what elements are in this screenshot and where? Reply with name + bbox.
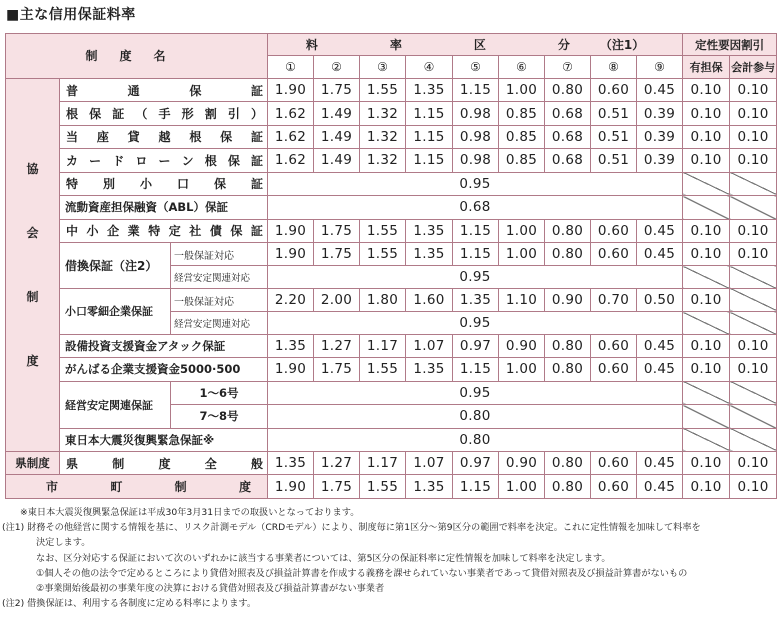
label-char: 保 — [189, 83, 202, 98]
label-char: 小 — [140, 177, 153, 192]
diagonal-empty-cell — [683, 428, 730, 451]
label-chusho — [60, 219, 268, 242]
rate-cell: 1.90 — [268, 78, 314, 101]
diagonal-empty-cell — [730, 288, 777, 311]
rate-koguchi-keiei: 0.95 — [268, 312, 683, 334]
note-1-item-2: ②事業開始後最初の事業年度の決算における貸借対照表及び損益計算書がない事業者 — [36, 583, 385, 595]
label-nehosho — [60, 102, 268, 125]
rate-cell: 1.75 — [314, 475, 360, 499]
diagonal-empty-cell — [683, 381, 730, 404]
rate-cell: 1.15 — [453, 475, 499, 499]
rate-cell: 1.75 — [314, 78, 360, 101]
rate-cell: 0.80 — [545, 475, 591, 499]
rate-cell: 1.32 — [360, 102, 406, 125]
rate-cell: 0.60 — [591, 358, 637, 381]
diagonal-empty-cell — [730, 381, 777, 404]
category-header: ⑧ — [591, 56, 637, 78]
diagonal-empty-cell — [730, 405, 777, 428]
rate-cell: 0.85 — [499, 102, 545, 125]
rate-cell: 0.70 — [591, 288, 637, 311]
note-1-item-1: ①個人その他の法令で定めるところにより貸借対照表及び損益計算書を作成する義務を課せられていない事業者であって貸借対照表及び損益計算書がないもの — [36, 567, 688, 579]
rate-cell: 1.27 — [314, 452, 360, 475]
rate-cell: 1.35 — [406, 475, 453, 499]
discount-cell: 0.10 — [683, 243, 730, 266]
group-shi — [6, 475, 268, 499]
note-1-additional: なお、区分対応する保証において次のいずれかに該当する事業者については、第5区分の保証料率に定性情報を加味して料率を決定します。 — [36, 552, 611, 564]
label-char: 保 — [214, 177, 227, 192]
label-char: 手 — [158, 107, 171, 122]
sub-karikae-keiei: 経営安定関連対応 — [171, 266, 268, 288]
rate-cell: 0.39 — [637, 102, 683, 125]
discount-cell: 0.10 — [730, 102, 777, 125]
rate-cell: 1.35 — [268, 452, 314, 475]
rate-cell: 0.98 — [453, 149, 499, 172]
group-ken: 県制度 — [6, 452, 60, 475]
label-char: 特 — [66, 177, 79, 192]
diagonal-empty-cell — [730, 428, 777, 451]
rate-cell: 0.51 — [591, 149, 637, 172]
rate-keiei-7-8: 0.80 — [268, 405, 683, 428]
rate-cell: 1.49 — [314, 102, 360, 125]
rate-cell: 0.80 — [545, 452, 591, 475]
label-char: 債 — [209, 224, 222, 239]
rate-cell: 1.55 — [360, 78, 406, 101]
label-char: 保 — [227, 153, 240, 168]
discount-header: 会計参与 — [730, 56, 777, 78]
category-header: ⑨ — [637, 56, 683, 78]
rate-cell: 0.51 — [591, 102, 637, 125]
rate-karikae-keiei: 0.95 — [268, 266, 683, 288]
rate-cell: 0.50 — [637, 288, 683, 311]
rate-cell: 1.15 — [453, 219, 499, 242]
label-ganbaru: がんばる企業支援資金5000·500 — [60, 358, 268, 381]
label-char: 貸 — [127, 130, 140, 145]
discount-cell: 0.10 — [730, 452, 777, 475]
rate-cell: 1.75 — [314, 243, 360, 266]
label-char: 根 — [204, 153, 217, 168]
diagonal-empty-cell — [683, 405, 730, 428]
rate-cell: 0.80 — [545, 219, 591, 242]
label-char: ） — [251, 107, 264, 122]
rate-cell: 0.98 — [453, 102, 499, 125]
label-karikae: 借換保証（注2） — [60, 243, 171, 289]
rate-cell: 0.80 — [545, 243, 591, 266]
label-char: 特 — [148, 224, 161, 239]
category-header: ⑥ — [499, 56, 545, 78]
label-char: 証 — [251, 153, 264, 168]
group-kyokai: 協 会 制 度 — [6, 78, 60, 451]
label-char: 県 — [66, 456, 79, 471]
rate-cell: 0.60 — [591, 452, 637, 475]
label-char: 般 — [251, 456, 264, 471]
diagonal-empty-cell — [730, 266, 777, 288]
discount-cell: 0.10 — [730, 334, 777, 357]
diagonal-empty-cell — [683, 172, 730, 195]
header-system-name: 制度名 — [6, 34, 268, 79]
diagonal-empty-cell — [683, 196, 730, 219]
rate-cell: 0.85 — [499, 149, 545, 172]
diagonal-empty-cell — [730, 172, 777, 195]
rate-cell: 1.55 — [360, 219, 406, 242]
rate-cell: 1.49 — [314, 125, 360, 148]
rate-cell: 1.90 — [268, 358, 314, 381]
label-char: 町 — [110, 480, 123, 495]
rate-cell: 1.55 — [360, 358, 406, 381]
category-header: ⑦ — [545, 56, 591, 78]
label-tokubetsu — [60, 172, 268, 195]
category-header: ② — [314, 56, 360, 78]
sub-koguchi-general: 一般保証対応 — [171, 288, 268, 311]
label-char: ー — [158, 153, 171, 168]
rate-cell: 1.35 — [406, 78, 453, 101]
category-header: ① — [268, 56, 314, 78]
rate-cell: 1.35 — [406, 358, 453, 381]
label-higashi: 東日本大震災復興緊急保証※ — [60, 428, 268, 451]
rate-cell: 0.68 — [545, 125, 591, 148]
sub-koguchi-keiei: 経営安定関連対応 — [171, 312, 268, 334]
rate-cell: 0.60 — [591, 78, 637, 101]
rate-keiei-1-6: 0.95 — [268, 381, 683, 404]
note-higashi: ※東日本大震災復興緊急保証は平成30年3月31日までの取扱いとなっております。 — [20, 507, 360, 518]
rate-cell: 1.17 — [360, 452, 406, 475]
rate-cell: 1.49 — [314, 149, 360, 172]
rate-cell: 1.15 — [406, 125, 453, 148]
rate-cell: 0.45 — [637, 219, 683, 242]
discount-cell: 0.10 — [683, 452, 730, 475]
rate-cell: 0.51 — [591, 125, 637, 148]
rate-cell: 0.80 — [545, 358, 591, 381]
label-char: 保 — [220, 130, 233, 145]
discount-header: 有担保 — [683, 56, 730, 78]
sub-keiei-1-6: 1～6号 — [171, 381, 268, 404]
rate-cell: 1.00 — [499, 243, 545, 266]
rate-tokubetsu: 0.95 — [268, 172, 683, 195]
rate-cell: 1.27 — [314, 334, 360, 357]
discount-cell: 0.10 — [683, 125, 730, 148]
label-char: 中 — [66, 224, 79, 239]
rate-cell: 0.80 — [545, 334, 591, 357]
rate-cell: 1.00 — [499, 358, 545, 381]
rate-higashi: 0.80 — [268, 428, 683, 451]
rate-cell: 0.60 — [591, 243, 637, 266]
label-char: 制 — [174, 480, 187, 495]
rate-cell: 0.60 — [591, 219, 637, 242]
label-char: 割 — [204, 107, 217, 122]
label-char: 証 — [250, 224, 263, 239]
rate-cell: 1.07 — [406, 334, 453, 357]
label-char: 保 — [89, 107, 102, 122]
rate-cell: 1.35 — [406, 243, 453, 266]
diagonal-empty-cell — [683, 312, 730, 334]
rate-cell: 1.60 — [406, 288, 453, 311]
rate-cell: 1.62 — [268, 102, 314, 125]
rate-cell: 1.00 — [499, 475, 545, 499]
rate-cell: 1.15 — [453, 243, 499, 266]
rate-cell: 1.35 — [453, 288, 499, 311]
discount-cell: 0.10 — [683, 288, 730, 311]
rate-cell: 0.97 — [453, 452, 499, 475]
rate-cell: 1.75 — [314, 219, 360, 242]
rate-cell: 0.45 — [637, 334, 683, 357]
label-char: 証 — [251, 177, 264, 192]
label-koguchi: 小口零細企業保証 — [60, 288, 171, 334]
label-char: 証 — [250, 130, 263, 145]
rate-cell: 1.17 — [360, 334, 406, 357]
label-char: 口 — [177, 177, 190, 192]
rate-cell: 1.15 — [453, 358, 499, 381]
rate-cell: 1.00 — [499, 219, 545, 242]
rate-cell: 2.00 — [314, 288, 360, 311]
discount-cell: 0.10 — [730, 243, 777, 266]
sub-keiei-7-8: 7～8号 — [171, 405, 268, 428]
label-char: 形 — [181, 107, 194, 122]
label-char: 企 — [107, 224, 120, 239]
diagonal-empty-cell — [730, 312, 777, 334]
rate-cell: 1.90 — [268, 475, 314, 499]
label-char: 全 — [204, 456, 217, 471]
rate-cell: 0.45 — [637, 243, 683, 266]
category-header: ⑤ — [453, 56, 499, 78]
category-header: ④ — [406, 56, 453, 78]
label-char: 社 — [189, 224, 202, 239]
label-char: 通 — [127, 83, 140, 98]
label-char: 市 — [46, 480, 59, 495]
label-setsubi: 設備投資支援資金アタック保証 — [60, 334, 268, 357]
rate-cell: 1.32 — [360, 125, 406, 148]
label-char: 座 — [96, 130, 109, 145]
note-1: (注1) 財務その他経営に関する情報を基に、リスク計測モデル（CRDモデル）により、制度毎に第1区分～第9区分の範囲で料率を決定。これに定性情報を加味して料率を — [2, 522, 701, 534]
note-2: (注2) 借換保証は、利用する各制度に定める料率によります。 — [2, 598, 257, 610]
rate-cell: 1.90 — [268, 219, 314, 242]
rate-cell: 2.20 — [268, 288, 314, 311]
discount-cell: 0.10 — [683, 475, 730, 499]
discount-cell: 0.10 — [683, 78, 730, 101]
label-abl: 流動資産担保融資（ABL）保証 — [60, 196, 268, 219]
notes — [0, 505, 775, 611]
rate-cell: 0.90 — [499, 334, 545, 357]
label-char: 保 — [230, 224, 243, 239]
label-card — [60, 149, 268, 172]
label-char: 業 — [127, 224, 140, 239]
label-char: 当 — [66, 130, 79, 145]
label-char: 定 — [168, 224, 181, 239]
rate-cell: 1.32 — [360, 149, 406, 172]
rate-cell: 1.55 — [360, 475, 406, 499]
rate-cell: 0.90 — [499, 452, 545, 475]
label-char: ド — [112, 153, 125, 168]
rate-cell: 0.60 — [591, 475, 637, 499]
label-futsu — [60, 78, 268, 101]
label-char: 引 — [227, 107, 240, 122]
label-char: 度 — [238, 480, 251, 495]
rate-cell: 1.15 — [453, 78, 499, 101]
rate-table — [5, 33, 777, 499]
rate-cell: 1.90 — [268, 243, 314, 266]
label-char: カ — [66, 153, 79, 168]
discount-cell: 0.10 — [683, 358, 730, 381]
rate-cell: 0.68 — [545, 149, 591, 172]
rate-cell: 0.45 — [637, 78, 683, 101]
rate-cell: 1.80 — [360, 288, 406, 311]
label-toza — [60, 125, 268, 148]
rate-cell: 0.39 — [637, 149, 683, 172]
label-char: （ — [135, 107, 148, 122]
label-char: ン — [181, 153, 194, 168]
label-char: 普 — [66, 83, 79, 98]
label-char: ロ — [135, 153, 148, 168]
rate-cell: 0.45 — [637, 358, 683, 381]
rate-cell: 0.98 — [453, 125, 499, 148]
rate-cell: 1.62 — [268, 125, 314, 148]
page-title: ■主な信用保証料率 — [6, 7, 136, 23]
rate-cell: 0.68 — [545, 102, 591, 125]
label-char: 制 — [112, 456, 125, 471]
label-char: 度 — [158, 456, 171, 471]
header-rate-category: 料 率 区 分（注1） — [268, 34, 683, 56]
rate-abl: 0.68 — [268, 196, 683, 219]
sub-karikae-general: 一般保証対応 — [171, 243, 268, 266]
rate-cell: 1.35 — [268, 334, 314, 357]
rate-cell: 0.97 — [453, 334, 499, 357]
rate-cell: 0.60 — [591, 334, 637, 357]
rate-cell: 0.90 — [545, 288, 591, 311]
label-char: 根 — [66, 107, 79, 122]
label-char: 小 — [86, 224, 99, 239]
rate-cell: 0.45 — [637, 452, 683, 475]
header-qualitative-discount: 定性要因割引 — [683, 34, 777, 56]
rate-cell: 0.80 — [545, 78, 591, 101]
discount-cell: 0.10 — [730, 125, 777, 148]
discount-cell: 0.10 — [730, 475, 777, 499]
label-ken — [60, 452, 268, 475]
category-header: ③ — [360, 56, 406, 78]
rate-cell: 0.45 — [637, 475, 683, 499]
label-char: 別 — [103, 177, 116, 192]
discount-cell: 0.10 — [683, 219, 730, 242]
note-1-cont: 決定します。 — [36, 537, 91, 549]
label-char: ー — [89, 153, 102, 168]
discount-cell: 0.10 — [683, 334, 730, 357]
discount-cell: 0.10 — [683, 102, 730, 125]
rate-cell: 1.35 — [406, 219, 453, 242]
rate-cell: 1.07 — [406, 452, 453, 475]
rate-cell: 1.00 — [499, 78, 545, 101]
label-char: 根 — [189, 130, 202, 145]
rate-cell: 1.15 — [406, 102, 453, 125]
rate-cell: 0.85 — [499, 125, 545, 148]
label-char: 証 — [251, 83, 264, 98]
discount-cell: 0.10 — [730, 358, 777, 381]
label-keiei: 経営安定関連保証 — [60, 381, 171, 428]
rate-cell: 1.62 — [268, 149, 314, 172]
label-char: 越 — [158, 130, 171, 145]
rate-cell: 1.75 — [314, 358, 360, 381]
rate-cell: 1.10 — [499, 288, 545, 311]
discount-cell: 0.10 — [683, 149, 730, 172]
diagonal-empty-cell — [683, 266, 730, 288]
rate-cell: 1.55 — [360, 243, 406, 266]
label-char: 証 — [112, 107, 125, 122]
discount-cell: 0.10 — [730, 78, 777, 101]
rate-cell: 0.39 — [637, 125, 683, 148]
discount-cell: 0.10 — [730, 149, 777, 172]
diagonal-empty-cell — [730, 196, 777, 219]
rate-cell: 1.15 — [406, 149, 453, 172]
discount-cell: 0.10 — [730, 219, 777, 242]
